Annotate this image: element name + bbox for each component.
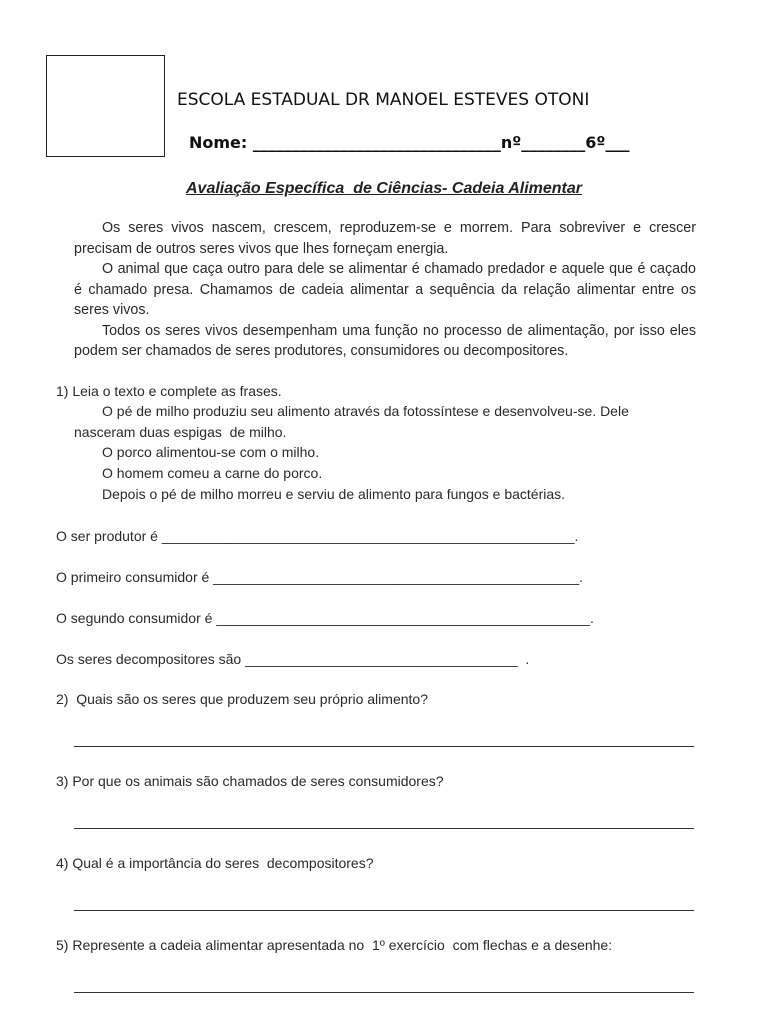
story-line: nasceram duas espigas de milho.	[74, 424, 287, 440]
first-consumer-blank[interactable]: O primeiro consumidor é _______________________________________________.	[56, 569, 584, 585]
page-title: Avaliação Específica de Ciências- Cadeia Alimentar	[185, 180, 583, 197]
decomposers-blank[interactable]: Os seres decompositores são ___________________________________ .	[56, 651, 530, 667]
second-consumer-blank[interactable]: O segundo consumidor é ________________________________________________.	[56, 610, 594, 626]
story-line: O pé de milho produziu seu alimento através da fotossíntese e desenvolveu-se. Dele	[102, 403, 629, 419]
answer-line-4[interactable]	[74, 910, 694, 911]
photo-box	[46, 55, 165, 157]
name-field-line[interactable]: Nome: _______________________________nº________6º___	[189, 133, 630, 152]
question-5: 5) Represente a cadeia alimentar apresentada no 1º exercício com flechas e a desenhe:	[56, 937, 613, 953]
intro-paragraph: Os seres vivos nascem, crescem, reproduzem-se e morrem. Para sobreviver e crescer precisam de outros seres vivos que lhes forneçam energia.	[74, 220, 696, 257]
answer-line-2[interactable]	[74, 746, 694, 747]
question-2: 2) Quais são os seres que produzem seu próprio alimento?	[56, 691, 428, 707]
story-line: O homem comeu a carne do porco.	[102, 465, 323, 481]
intro-paragraph: Todos os seres vivos desempenham uma função no processo de alimentação, por isso eles podem ser chamados de seres produtores, consumidores ou decompositores.	[74, 322, 696, 359]
answer-line-5[interactable]	[74, 992, 694, 993]
story-line: Depois o pé de milho morreu e serviu de alimento para fungos e bactérias.	[102, 486, 566, 502]
producer-blank[interactable]: O ser produtor é _____________________________________________________.	[56, 528, 579, 544]
intro-text	[74, 218, 696, 362]
school-name: ESCOLA ESTADUAL DR MANOEL ESTEVES OTONI	[177, 90, 590, 110]
intro-paragraph: O animal que caça outro para dele se alimentar é chamado predador e aquele que é caçado é chamado presa. Chamamos de cadeia alimentar a sequência da relação alimentar entre os seres vivos.	[74, 261, 696, 318]
question-4: 4) Qual é a importância do seres decompositores?	[56, 855, 374, 871]
story-line: O porco alimentou-se com o milho.	[102, 444, 320, 460]
answer-line-3[interactable]	[74, 828, 694, 829]
question-1-prompt: 1) Leia o texto e complete as frases.	[56, 383, 282, 399]
question-3: 3) Por que os animais são chamados de seres consumidores?	[56, 773, 444, 789]
